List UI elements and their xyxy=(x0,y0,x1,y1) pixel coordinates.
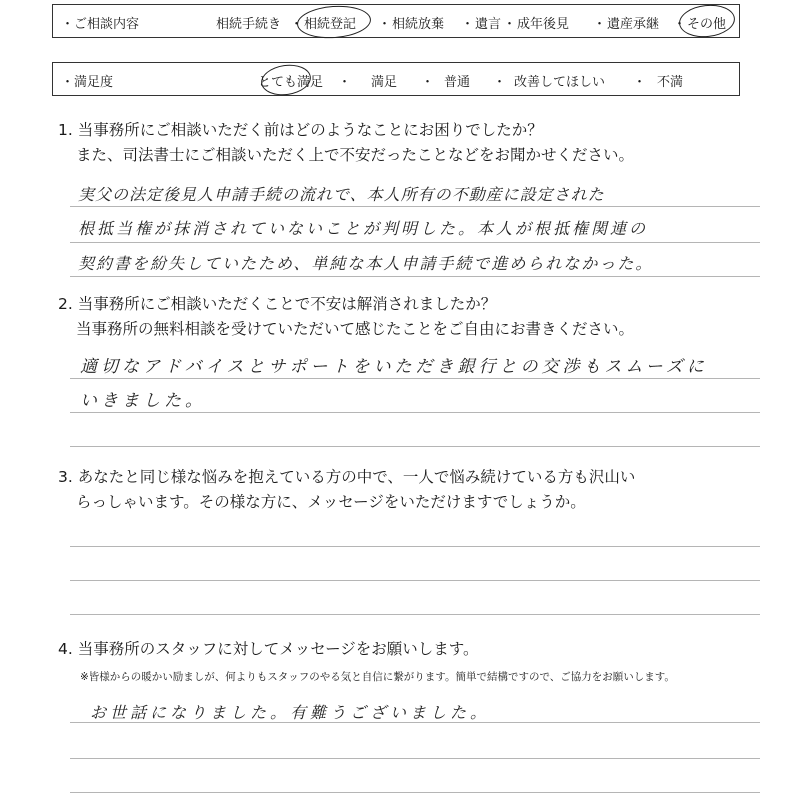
answer-2-line-2[interactable]: いきました。 xyxy=(80,391,206,411)
consult-content-label: ・ご相談内容 xyxy=(61,17,140,32)
question-1-line-2: また、司法書士にご相談いただく上で不安だったことなどをお聞かせください。 xyxy=(76,146,635,164)
answer-1-line-1[interactable]: 実父の法定後見人申請手続の流れで、本人所有の不動産に設定された xyxy=(78,185,605,204)
question-1-line-1: 1. 当事務所にご相談いただく前はどのようなことにお困りでしたか？ xyxy=(58,121,543,139)
separator: ・ xyxy=(503,17,517,32)
option-fuman[interactable]: 不満 xyxy=(657,75,684,90)
answer-2-line-1[interactable]: 適切なアドバイスとサポートをいただき銀行との交渉もスムーズに xyxy=(80,357,708,377)
option-souzoku-touki[interactable]: 相続登記 xyxy=(304,17,357,32)
answer-4-line-1[interactable]: お世話になりました。有難うございました。 xyxy=(90,703,491,722)
answer-line xyxy=(70,412,760,413)
option-isan-shoukei[interactable]: 遺産承継 xyxy=(607,17,660,32)
satisfaction-label: ・満足度 xyxy=(61,75,114,90)
question-3-line-1: 3. あなたと同じ様な悩みを抱えている方の中で、一人で悩み続けている方も沢山い xyxy=(58,468,636,486)
answer-line xyxy=(70,378,760,379)
option-souzoku-houki[interactable]: 相続放棄 xyxy=(392,17,445,32)
option-futsuu[interactable]: 普通 xyxy=(444,75,471,90)
selection-circle-mark xyxy=(296,3,372,40)
separator: ・ xyxy=(493,75,507,90)
answer-line xyxy=(70,792,760,793)
question-2-line-1: 2. 当事務所にご相談いただくことで不安は解消されましたか？ xyxy=(58,295,497,313)
answer-line xyxy=(70,758,760,759)
answer-line xyxy=(70,614,760,615)
answer-line xyxy=(70,446,760,447)
question-2-line-2: 当事務所の無料相談を受けていただいて感じたことをご自由にお書きください。 xyxy=(76,320,635,338)
answer-line xyxy=(70,276,760,277)
option-kaizen[interactable]: 改善してほしい xyxy=(514,75,606,90)
separator: ・ xyxy=(290,17,304,32)
satisfaction-box xyxy=(52,62,740,96)
option-yuigon[interactable]: 遺言 xyxy=(475,17,502,32)
answer-1-line-3[interactable]: 契約書を紛失していたため、単純な本人申請手続で進められなかった。 xyxy=(78,254,654,273)
option-seinen-kouken[interactable]: 成年後見 xyxy=(517,17,570,32)
answer-1-line-2[interactable]: 根抵当権が抹消されていないことが判明した。本人が根抵権関連の xyxy=(78,219,649,238)
separator: ・ xyxy=(593,17,607,32)
separator: ・ xyxy=(461,17,475,32)
answer-line xyxy=(70,546,760,547)
selection-circle-mark xyxy=(259,62,313,99)
consult-content-box xyxy=(52,4,740,38)
selection-circle-mark xyxy=(677,2,736,40)
separator: ・ xyxy=(673,17,687,32)
question-4-line-1: 4. 当事務所のスタッフに対してメッセージをお願いします。 xyxy=(58,640,479,658)
option-sonota[interactable]: その他 xyxy=(687,17,727,32)
question-3-line-2: らっしゃいます。その様な方に、メッセージをいただけますでしょうか。 xyxy=(76,493,586,511)
answer-line xyxy=(70,580,760,581)
separator: ・ xyxy=(421,75,435,90)
option-manzoku[interactable]: 満足 xyxy=(371,75,398,90)
separator: ・ xyxy=(378,17,392,32)
answer-line xyxy=(70,242,760,243)
option-totemo-manzoku[interactable]: とても満足 xyxy=(258,75,324,90)
separator: ・ xyxy=(633,75,647,90)
answer-line xyxy=(70,206,760,207)
option-souzoku-tetsuzuki[interactable]: 相続手続き xyxy=(216,17,282,32)
separator: ・ xyxy=(338,75,352,90)
question-4-note: ※皆様からの暖かい励ましが、何よりもスタッフのやる気と自信に繋がります。簡単で結構ですので、ご協力をお願いします。 xyxy=(80,671,675,683)
